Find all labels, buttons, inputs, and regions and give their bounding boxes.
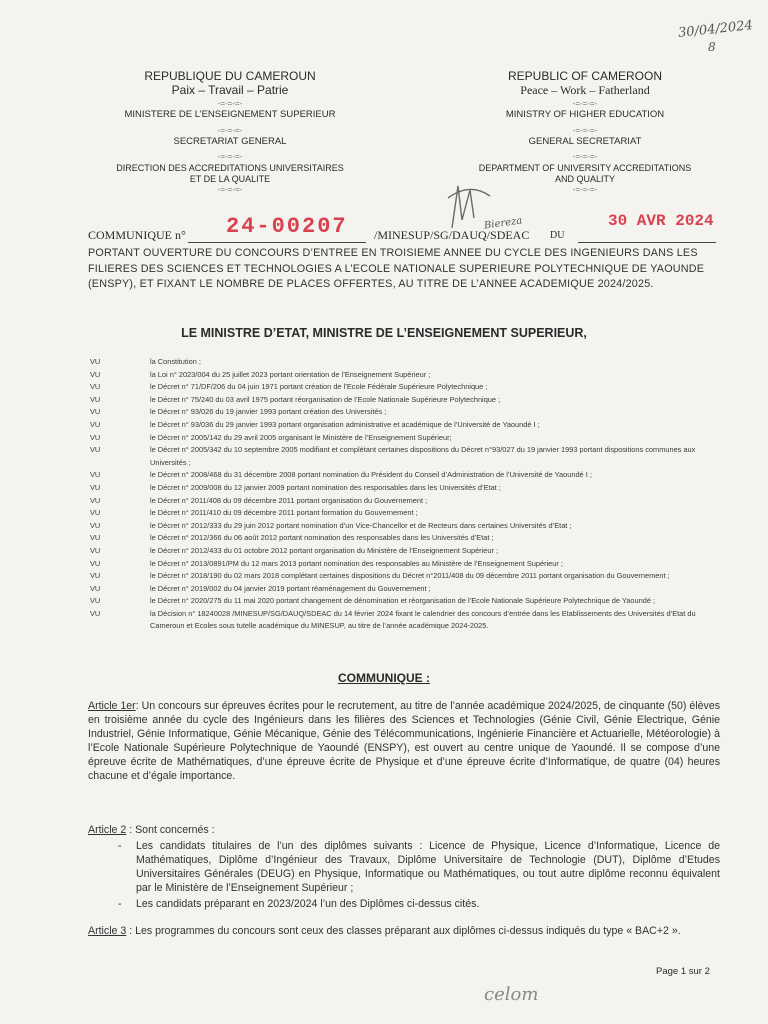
page-number: Page 1 sur 2 [656, 966, 710, 977]
communique-number-stamp: 24-00207 [226, 214, 348, 239]
communique-heading: COMMUNIQUE : [338, 671, 430, 685]
vu-item [88, 419, 720, 432]
vu-key: VU [90, 608, 101, 618]
vu-item [88, 356, 720, 369]
vu-text: le Décret n° 2012/433 du 01 octobre 2012 portant organisation du Ministère de l’Enseignement Supérieur ; [150, 545, 499, 555]
vu-text: le Décret n° 2009/008 du 12 janvier 2009 portant nomination des responsables dans les Universités d’Etat ; [150, 482, 501, 492]
vu-item [88, 507, 720, 520]
vu-key: VU [90, 533, 101, 543]
article-1-label: Article 1er [88, 700, 136, 712]
communique-prefix: COMMUNIQUE n° [88, 228, 186, 242]
separator: -=-=-=- [217, 98, 243, 108]
vu-item [88, 369, 720, 382]
vu-item [88, 406, 720, 419]
vu-key: VU [90, 495, 101, 505]
vu-text: le Décret n° 2013/0891/PM du 12 mars 2013 portant nomination des responsables au Ministère de l’Enseignement Supérieur ; [150, 558, 563, 568]
vu-item [88, 558, 720, 571]
vu-key: VU [90, 482, 101, 492]
date-stamp: 30 AVR 2024 [608, 212, 714, 230]
vu-key: VU [90, 545, 101, 555]
department-en-2: AND QUALITY [554, 173, 615, 184]
vu-text: la Loi n° 2023/004 du 25 juillet 2023 portant orientation de l’Enseignement Supérieur ; [150, 369, 431, 379]
article-1 [88, 699, 720, 783]
vu-text: le Décret n° 2008/468 du 31 décembre 2008 portant nomination du Président du Conseil d’Administration de l’Université de Yaoundé I ; [150, 470, 592, 480]
vu-text: le Décret n° 75/240 du 03 avril 1975 portant réorganisation de l’Ecole Nationale Supérieure Polytechnique ; [150, 394, 501, 404]
secretariat-en: GENERAL SECRETARIAT [528, 135, 642, 147]
ministry-fr: MINISTERE DE L’ENSEIGNEMENT SUPERIEUR [124, 108, 336, 120]
vu-text: le Décret n° 2012/366 du 06 août 2012 portant nomination des responsables dans les Universités d’Etat ; [150, 533, 494, 543]
separator: -=-=-=- [572, 98, 598, 108]
vu-text: le Décret n° 2005/142 du 29 avril 2005 organisant le Ministère de l’Enseignement Supérieur; [150, 432, 452, 442]
motto-en: Peace – Work – Fatherland [520, 82, 650, 97]
department-fr: DIRECTION DES ACCREDITATIONS UNIVERSITAIRES [116, 163, 344, 174]
vu-text: le Décret n° 93/026 du 19 janvier 1993 portant création des Universités ; [150, 407, 387, 417]
article-3 [88, 924, 720, 938]
article-2-list [88, 839, 720, 911]
vu-item [88, 381, 720, 394]
separator: -=-=-=- [572, 152, 598, 162]
vu-key: VU [90, 432, 101, 442]
vu-text: le Décret n° 2012/333 du 29 juin 2012 portant nomination d’un Vice-Chancellor et de Recteurs dans certaines Universités d’Etat ; [150, 520, 572, 530]
vu-item [88, 545, 720, 558]
handwritten-initials: celom [484, 984, 539, 1005]
separator: -=-=-=- [572, 185, 598, 195]
vu-key: VU [90, 369, 101, 379]
vu-key: VU [90, 470, 101, 480]
vu-item [88, 532, 720, 545]
vu-key: VU [90, 596, 101, 606]
article-2-intro: : Sont concernés : [126, 824, 215, 836]
vu-text: la Constitution ; [150, 357, 201, 366]
secretariat-fr: SECRETARIAT GENERAL [173, 135, 287, 147]
date-underline [578, 242, 716, 243]
separator: -=-=-=- [217, 125, 243, 135]
vu-item [88, 583, 720, 596]
handwritten-number: 8 [708, 40, 716, 54]
vu-item [88, 570, 720, 583]
vu-item [88, 495, 720, 508]
vu-item [88, 608, 720, 633]
article-3-text: : Les programmes du concours sont ceux des classes préparant aux diplômes ci-dessus indiqués du type « BAC+2 ». [126, 925, 681, 937]
separator: -=-=-=- [217, 152, 243, 162]
minister-title: LE MINISTRE D’ETAT, MINISTRE DE L’ENSEIGNEMENT SUPERIEUR, [181, 326, 587, 340]
vu-text: la Décision n° 18240028 /MINESUP/SG/DAUQ/SDEAC du 14 février 2024 fixant le calendrier des concours d’entrée dans les Etablissements des Universités d’Etat du Cameroun et Ecoles sous tutelle académique du MINESUP, au titre de l’année académique 2024-2025. [150, 608, 696, 631]
article-1-text: : Un concours sur épreuves écrites pour le recrutement, au titre de l’année académique 2024/2025, de cinquante (50) élèves en troisième année du cycle des Ingénieurs dans les filières des Sciences et Technologies (Génie Civil, Génie Electrique, Génie Industriel, Génie Informatique, Génie Mécanique, Génie des Télécommunications, Ingénierie Financière et Actuarielle, Météorologie) à l’Ecole Nationale Supérieure Polytechnique de Yaoundé (ENSPY), est ouvert au centre unique de Yaoundé. Il se compose d’une épreuve écrite de Mathématiques, d’une épreuve écrite de Physique et d’une épreuve écrite d’Informatique, de quatre (04) heures chacune et d’égale importance. [88, 700, 721, 782]
separator: -=-=-=- [572, 125, 598, 135]
communique-ref: /MINESUP/SG/DAUQ/SDEAC [374, 228, 530, 242]
subject: PORTANT OUVERTURE DU CONCOURS D’ENTREE EN TROISIEME ANNEE DU CYCLE DES INGENIEURS DANS LES FILIERES DES SCIENCES ET TECHNOLOGIES A L’ECOLE NATIONALE SUPERIEURE POLYTECHNIQUE DE YAOUNDE (ENSPY), ET FIXANT LE NOMBRE DE PLACES OFFERTES, AU TITRE DE L’ANNEE ACADEMIQUE 2024/2025. [88, 247, 705, 291]
department-fr-2: ET DE LA QUALITE [189, 173, 271, 184]
article-3-label: Article 3 [88, 925, 127, 937]
vu-key: VU [90, 558, 101, 568]
ministry-en: MINISTRY OF HIGHER EDUCATION [505, 108, 665, 120]
handwritten-date: 30/04/2024 [677, 18, 754, 41]
vu-key: VU [90, 382, 101, 392]
vu-key: VU [90, 394, 101, 404]
motto-fr: Paix – Travail – Patrie [171, 82, 289, 97]
vu-key: VU [90, 520, 101, 530]
vu-text: le Décret n° 2005/342 du 10 septembre 2005 modifiant et complétant certaines dispositions du Décret n°93/027 du 19 janvier 1993 portant dispositions communes aux Universités ; [150, 445, 696, 467]
vu-key: VU [90, 419, 101, 429]
vu-text: le Décret n° 71/DF/206 du 04 juin 1971 portant création de l’Ecole Fédérale Supérieure Polytechnique ; [150, 382, 488, 392]
vu-text: le Décret n° 2018/190 du 02 mars 2018 complétant certaines dispositions du Décret n°2011/408 du 09 décembre 2011 portant organisation du Gouvernement ; [150, 571, 670, 581]
vu-text: le Décret n° 2019/002 du 04 janvier 2019 portant réaménagement du Gouvernement ; [150, 583, 431, 593]
list-item: - Les candidats titulaires de l’un des diplômes suivants : Licence de Physique, Licence d’Informatique, Licence de Mathématiques, Diplôme d’Ingénieur des Travaux, Diplôme Universitaire de Technologie (DUT), Diplôme d’Etudes Universitaires Générales (DEUG) en Physique, Informatique ou Mathématiques, ou tout autre diplôme reconnu équivalent par le Ministère de l’Enseignement Supérieur ; [118, 839, 720, 895]
department-en: DEPARTMENT OF UNIVERSITY ACCREDITATIONS [478, 163, 692, 174]
handwritten-name: Biereza [483, 215, 523, 232]
communique-du: DU [550, 230, 565, 241]
vu-item [88, 469, 720, 482]
vu-item [88, 595, 720, 608]
vu-text: le Décret n° 2020/275 du 11 mai 2020 portant changement de dénomination et réorganisation de l’Ecole Nationale Supérieure Polytechnique de Yaoundé ; [150, 596, 656, 606]
number-underline [188, 242, 366, 243]
vu-item [88, 394, 720, 407]
vu-key: VU [90, 357, 101, 366]
communique-line [88, 212, 718, 246]
vu-key: VU [90, 508, 101, 518]
country-fr: REPUBLIQUE DU CAMEROUN [144, 69, 316, 83]
separator: -=-=-=- [217, 185, 243, 195]
vu-text: le Décret n° 2011/410 du 09 décembre 2011 portant formation du Gouvernement ; [150, 508, 418, 518]
article-2 [88, 823, 720, 911]
vu-text: le Décret n° 93/036 du 29 janvier 1993 portant organisation administrative et académique de l’Université de Yaoundé I ; [150, 419, 540, 429]
country-en: REPUBLIC OF CAMEROON [507, 69, 663, 83]
vu-key: VU [90, 445, 101, 455]
vu-item [88, 520, 720, 533]
vu-key: VU [90, 583, 101, 593]
vu-text: le Décret n° 2011/408 du 09 décembre 2011 portant organisation du Gouvernement ; [150, 495, 428, 505]
vu-key: VU [90, 571, 101, 581]
list-item: - Les candidats préparant en 2023/2024 l’un des Diplômes ci-dessus cités. [118, 897, 720, 911]
vu-item [88, 482, 720, 495]
vu-item [88, 432, 720, 445]
vu-key: VU [90, 407, 101, 417]
vu-item [88, 444, 720, 469]
article-2-label: Article 2 [88, 824, 127, 836]
vu-list [88, 356, 720, 633]
header-left [85, 70, 375, 196]
